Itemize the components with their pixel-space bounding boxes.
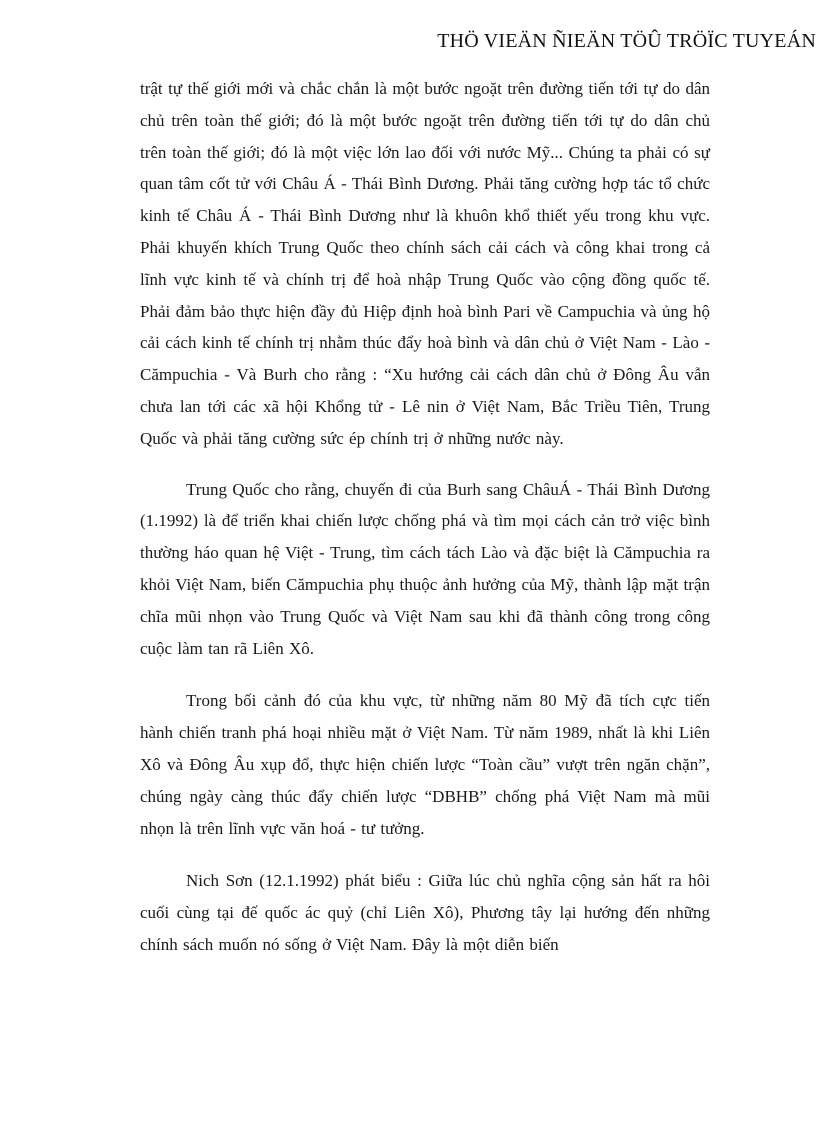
paragraph-3: Trong bối cảnh đó của khu vực, từ những năm 80 Mỹ đã tích cực tiến hành chiến tranh phá hoại nhiều mặt ở Việt Nam. Từ năm 1989, nhất là khi Liên Xô và Đông Âu xụp đổ, thực hiện chiến lược “Toàn cầu” vượt trên ngăn chặn”, chúng ngày càng thúc đẩy chiến lược “DBHB” chống phá Việt Nam mà mũi nhọn là trên lĩnh vực văn hoá - tư tưởng.: [140, 691, 710, 838]
paragraph-2: Trung Quốc cho rằng, chuyến đi của Burh sang ChâuÁ - Thái Bình Dương (1.1992) là để triển khai chiến lược chống phá và tìm mọi cách cản trở việc bình thường háo quan hệ Việt - Trung, tìm cách tách Lào và đặc biệt là Cămpuchia ra khỏi Việt Nam, biến Cămpuchia phụ thuộc ảnh hưởng của Mỹ, thành lập mặt trận chĩa mũi nhọn vào Trung Quốc và Việt Nam sau khi đã thành công trong công cuộc làm tan rã Liên Xô.: [140, 479, 710, 658]
paragraph-4: Nich Sơn (12.1.1992) phát biểu : Giữa lúc chủ nghĩa cộng sản hất ra hôi cuối cùng tại đế quốc ác quỷ (chỉ Liên Xô), Phương tây lại hướng đến những chính sách muốn nó sống ở Việt Nam. Đây là một diễn biến: [140, 871, 710, 954]
document-body: [140, 73, 710, 961]
page-header: THÖ VIEÄN ÑIEÄN TÖÛ TRÖÏC TUYEÁN: [437, 30, 816, 52]
paragraph-1: trật tự thế giới mới và chắc chắn là một bước ngoặt trên đường tiến tới tự do dân chủ trên toàn thế giới; đó là một bước ngoặt trên đường tiến tới tự do dân chủ trên toàn thế giới; đó là một việc lớn lao đối với nước Mỹ... Chúng ta phải có sự quan tâm cốt tử với Châu Á - Thái Bình Dương. Phải tăng cường hợp tác tổ chức kinh tế Châu Á - Thái Bình Dương như là khuôn khổ thiết yếu trong khu vực. Phải khuyến khích Trung Quốc theo chính sách cải cách và công khai trong cả lĩnh vực kinh tế và chính trị để hoà nhập Trung Quốc vào cộng đồng quốc tế. Phải đảm bảo thực hiện đầy đủ Hiệp định hoà bình Pari về Campuchia và ủng hộ cải cách kinh tế chính trị nhằm thúc đẩy hoà bình và dân chủ ở Việt Nam - Lào - Cămpuchia - Và Burh cho rằng : “Xu hướng cải cách dân chủ ở Đông Âu vẫn chưa lan tới các xã hội Khổng tử - Lê nin ở Việt Nam, Bắc Triều Tiên, Trung Quốc và phải tăng cường sức ép chính trị ở những nước này.: [140, 79, 710, 448]
